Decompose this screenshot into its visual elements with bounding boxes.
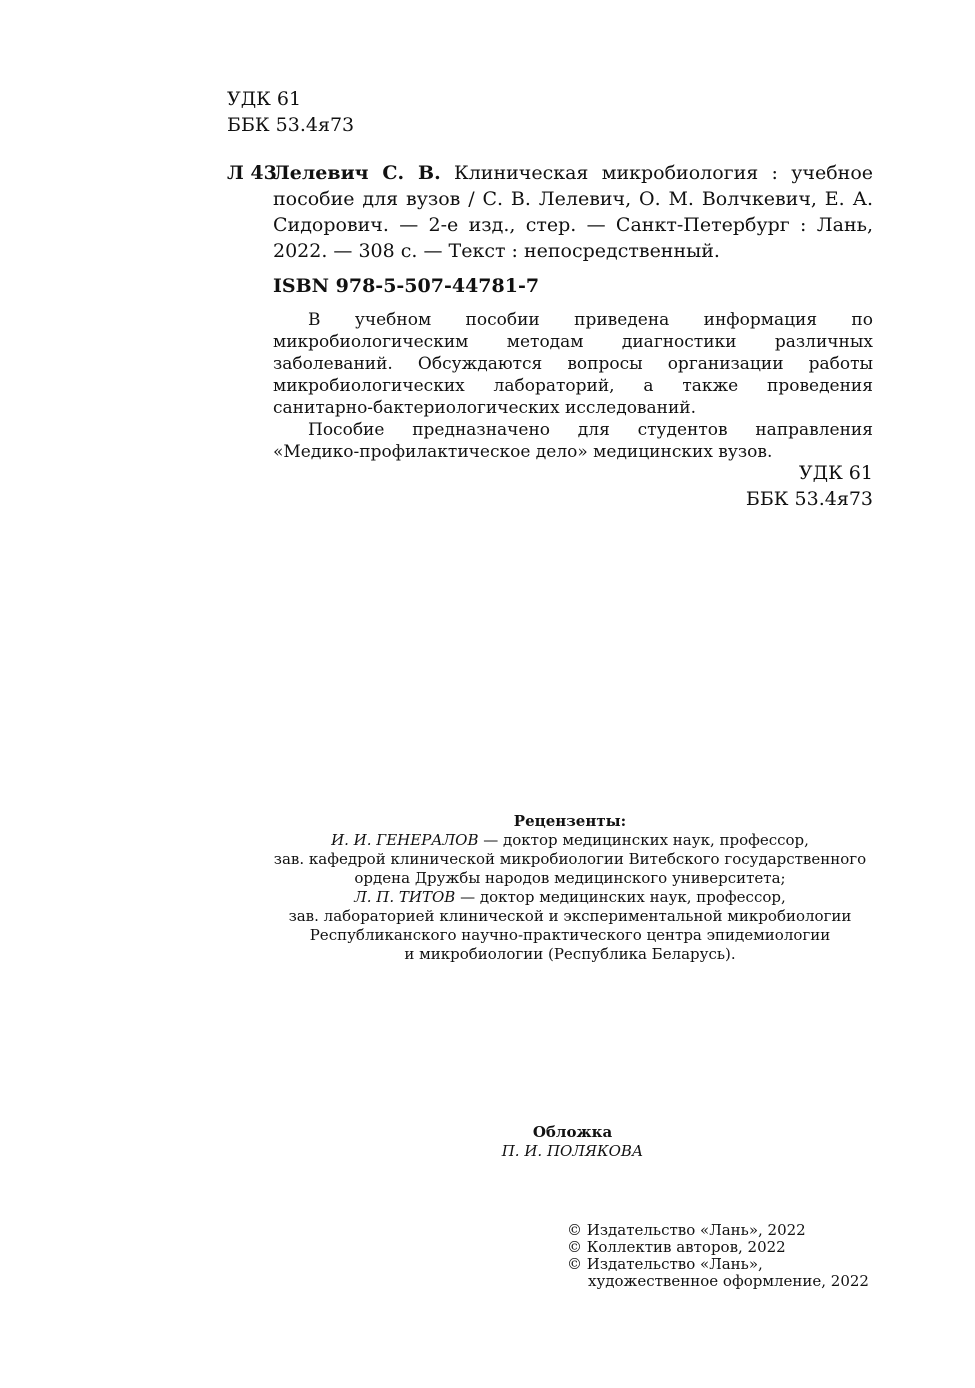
bibliographic-description: Клиническая микробиология : учебное пособие для вузов / С. В. Лелевич, О. М. Волчкевич, Е. А. Сидорович. — 2-е изд., стер. — Санкт-Петербург : Лань, 2022. — 308 с. — Текст : непосредственный. [273,162,874,262]
reviewer-1-name: И. И. ГЕНЕРАЛОВ [331,831,479,849]
udk-code: УДК 61 [227,88,302,110]
author-name: Лелевич С. В. [273,162,441,184]
cover-designer: П. И. ПОЛЯКОВА [501,1142,644,1160]
abstract-paragraph-1: В учебном пособии приведена информация по микробиологическим методам диагностики различных заболеваний. Обсуждаются вопросы организации работы микробиологических лабораторий, а также проведения санитарно-бактериологических исследований. [273,310,873,418]
reviewer-1-line-1 [255,831,885,850]
udk-code-right: УДК 61 [798,462,873,484]
reviewer-1-title: — доктор медицинских наук, профессор, [478,831,809,849]
copyright-line-1: © Издательство «Лань», 2022 [567,1221,806,1239]
reviewer-1-line-2: зав. кафедрой клинической микробиологии Витебского государственного [273,850,867,868]
bbk-code: ББК 53.4я73 [227,114,355,136]
reviewer-2-title: — доктор медицинских наук, профессор, [455,888,786,906]
isbn: ISBN 978-5-507-44781-7 [273,275,540,297]
reviewers-block [255,812,885,964]
cover-heading: Обложка [532,1123,613,1141]
copyright-line-3: © Издательство «Лань», [567,1255,763,1273]
classification-top [227,86,354,138]
classification-bottom [746,460,873,512]
reviewer-2-line-1 [255,888,885,907]
author-mark: Л 43 [227,162,277,184]
cover-credit [455,1123,690,1161]
reviewers-heading: Рецензенты: [513,812,627,830]
bbk-code-right: ББК 53.4я73 [745,488,873,510]
bibliographic-record [273,160,873,264]
reviewer-2-name: Л. П. ТИТОВ [354,888,456,906]
copyright-block [567,1222,869,1290]
reviewer-1-line-3: ордена Дружбы народов медицинского университета; [354,869,786,887]
copyright-line-2: © Коллектив авторов, 2022 [567,1238,786,1256]
reviewer-2-line-3: Республиканского научно-практического центра эпидемиологии [309,926,831,944]
abstract [273,309,873,463]
copyright-line-4: художественное оформление, 2022 [588,1272,869,1290]
abstract-paragraph-2: Пособие предназначено для студентов направления «Медико-профилактическое дело» медицинских вузов. [273,420,873,462]
reviewer-2-line-4: и микробиологии (Республика Беларусь). [404,945,736,963]
reviewer-2-line-2: зав. лабораторией клинической и экспериментальной микробиологии [288,907,852,925]
